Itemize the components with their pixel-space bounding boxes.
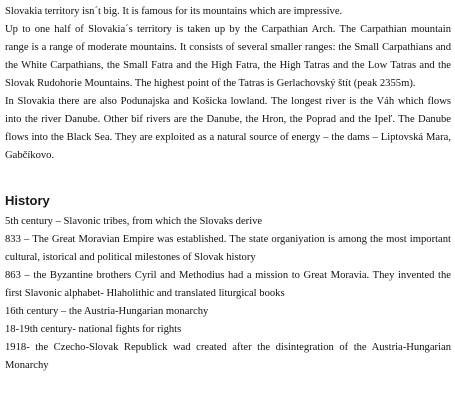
history-item: 1918- the Czecho-Slovak Republick wad created after the disintegration of the Austria-Hungarian Monarchy	[5, 342, 451, 371]
history-item: 833 – The Great Moravian Empire was established. The state organiyation is among the most important cultural, istorical and political milestones of Slovak history	[5, 234, 451, 263]
history-section	[5, 192, 451, 375]
paragraph-intro: Slovakia territory isn´t big. It is famous for its mountains which are impressive.	[5, 6, 343, 17]
document-page	[5, 3, 451, 375]
history-item: 863 – the Byzantine brothers Cyril and Methodius had a mission to Great Moravia. They invented the first Slavonic alphabet- Hlaholithic and translated liturgical books	[5, 270, 451, 299]
history-item: 18-19th century- national fights for rights	[5, 324, 182, 335]
history-list	[5, 213, 451, 375]
geography-section	[5, 3, 451, 165]
paragraph-lowlands-rivers: In Slovakia there are also Podunajska and Košicka lowland. The longest river is the Váh which flows into the river Danube. Other bif rivers are the Danube, the Hron, the Poprad and the Ipeľ. The Danube flows into the Black Sea. They are exploited as a natural source of energy – the dams – Liptovská Mara, Gabčíkovo.	[5, 96, 451, 161]
paragraph-carpathians: Up to one half of Slovakia´s territory is taken up by the Carpathian Arch. The Carpathian mountain range is a range of moderate mountains. It consists of several smaller ranges: the Small Carpathians and the White Carpathians, the Small Fatra and the High Fatra, the High Tatras and the Low Tatras and the Slovak Rudohorie Mountains. The highest point of the Tatras is Gerlachovský štít (peak 2355m).	[5, 24, 451, 89]
history-heading: History	[5, 193, 50, 208]
history-item: 16th century – the Austria-Hungarian monarchy	[5, 306, 209, 317]
history-item: 5th century – Slavonic tribes, from which the Slovaks derive	[5, 216, 263, 227]
